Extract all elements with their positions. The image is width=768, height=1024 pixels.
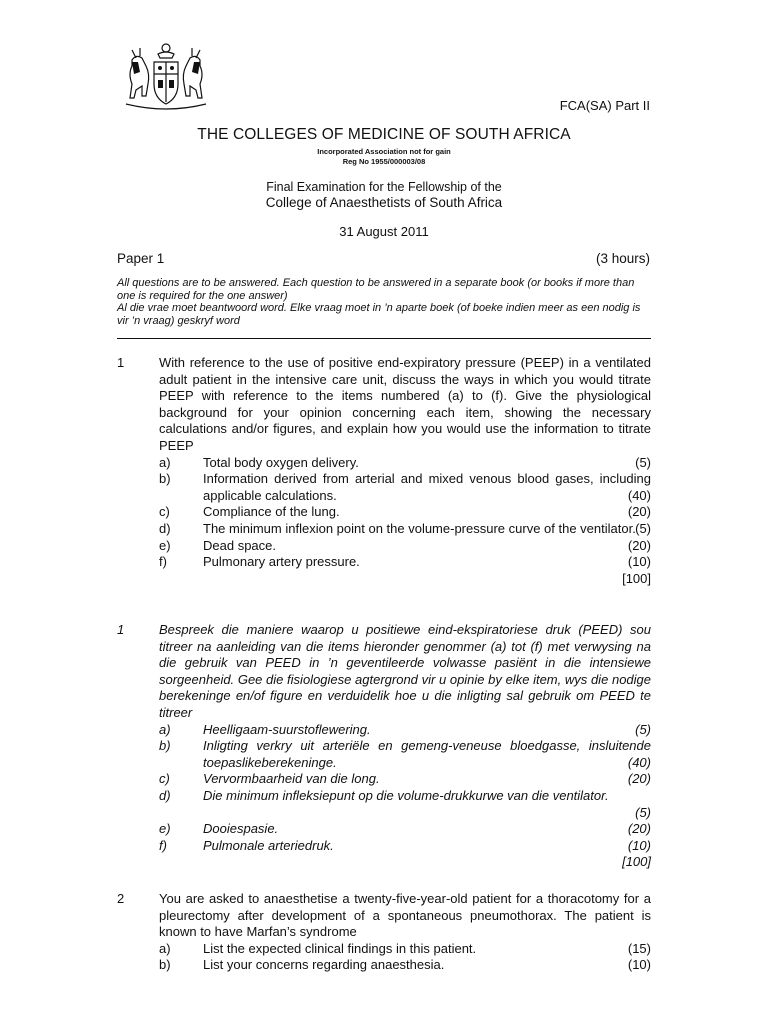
exam-date: 31 August 2011 <box>339 224 429 239</box>
item-marks: (20) <box>627 537 651 553</box>
question-item: e) (20) Dead space. <box>159 537 651 553</box>
item-marks: (5) <box>635 721 651 737</box>
exam-title-line1: Final Examination for the Fellowship of the <box>266 180 502 194</box>
question-item: a) (15) List the expected clinical findings in this patient. <box>159 940 651 956</box>
question-item: d) Die minimum infleksiepunt op die volume-drukkurwe van die ventilator. (5) <box>159 787 651 820</box>
question-total: [100] <box>622 854 651 870</box>
question-stem: Bespreek die maniere waarop u positiewe eind-ekspiratoriese druk (PEED) sou titreer na aanleiding van die items hieronder genommer (a) tot (f) met verwysing na die gebruik van PEED in ’n geventileerde volwasse pasiënt in die intensiewe sorgeenheid. Gee die fisiologiese agtergrond vir u opinie by elke item, wys die nodige berekeninge en/of figure en verduidelik hoe u die inligting sal gebruik om PEED te titreer <box>159 622 651 720</box>
question-item: e) (20) Dooiespasie. <box>159 821 651 837</box>
exam-title-line2: College of Anaesthetists of South Africa <box>265 195 503 210</box>
instructions <box>117 277 651 327</box>
registration-number: Reg No 1955/000003/08 <box>342 157 426 166</box>
item-marks: (15) <box>627 940 651 956</box>
question-number: 1 <box>117 622 125 637</box>
question-item: c) (20) Vervormbaarheid van die long. <box>159 771 651 787</box>
question-item: c) (20) Compliance of the lung. <box>159 504 651 520</box>
item-marks: (5) <box>635 804 651 820</box>
college-title: THE COLLEGES OF MEDICINE OF SOUTH AFRICA <box>197 126 571 143</box>
question-number: 1 <box>117 355 125 370</box>
question-stem: With reference to the use of positive end-expiratory pressure (PEEP) in a ventilated adult patient in the intensive care unit, discuss the ways in which you would titrate PEEP with reference to the items numbered (a) to (f). Give the physiological background for your opinion concerning each item, showing the necessary calculations and/or figures, and explain how you would use the information to titrate PEEP <box>159 355 651 453</box>
item-marks: (10) <box>627 957 651 973</box>
question-item: f) (10) Pulmonary artery pressure. <box>159 554 651 570</box>
question-item: b) Information derived from arterial and mixed venous blood gases, including applicable calculations. (40) <box>159 471 651 503</box>
question-total: [100] <box>622 570 651 586</box>
item-marks: (5) <box>635 454 651 470</box>
question-1-afrikaans <box>117 622 651 871</box>
paper-number: Paper 1 <box>117 251 165 266</box>
exam-part-label: FCA(SA) Part II <box>559 98 650 113</box>
incorporated-note: Incorporated Association not for gain <box>317 147 451 156</box>
question-item: b) Inligting verkry uit arteriële en gemeng-veneuse bloedgasse, insluitende toepaslikeberekeninge. (40) <box>159 738 651 770</box>
item-marks: (10) <box>627 554 651 570</box>
instructions-afrikaans: Al die vrae moet beantwoord word. Elke vraag moet in ’n aparte boek (of boeke indien meer as een nodig is vir ’n vraag) geskryf word <box>117 302 641 327</box>
item-marks: (10) <box>627 837 651 853</box>
instructions-english: All questions are to be answered. Each question to be answered in a separate book (or books if more than one is required for the one answer) <box>117 277 635 302</box>
exam-duration: (3 hours) <box>595 251 650 266</box>
item-marks: (20) <box>627 504 651 520</box>
item-marks: (40) <box>627 487 651 503</box>
item-marks: (40) <box>627 754 651 770</box>
question-item: f) (10) Pulmonale arteriedruk. <box>159 837 651 853</box>
question-number: 2 <box>117 891 125 906</box>
question-item: a) (5) Total body oxygen delivery. <box>159 454 651 470</box>
item-marks: (5) <box>635 520 651 536</box>
question-stem: You are asked to anaesthetise a twenty-five-year-old patient for a thoracotomy for a pleurectomy after development of a spontaneous pneumothorax. The patient is known to have Marfan’s syndrome <box>159 891 651 940</box>
item-marks: (20) <box>627 771 651 787</box>
question-item: b) (10) List your concerns regarding anaesthesia. <box>159 957 651 973</box>
question-2 <box>117 891 651 974</box>
question-1-english <box>117 355 651 587</box>
item-marks: (20) <box>627 821 651 837</box>
question-item: a) (5) Heelligaam-suurstoflewering. <box>159 721 651 737</box>
header-divider <box>117 338 651 339</box>
question-item: d) The minimum inflexion point on the volume-pressure curve of the ventilator. (5) <box>159 520 651 536</box>
college-crest-logo <box>118 40 214 112</box>
